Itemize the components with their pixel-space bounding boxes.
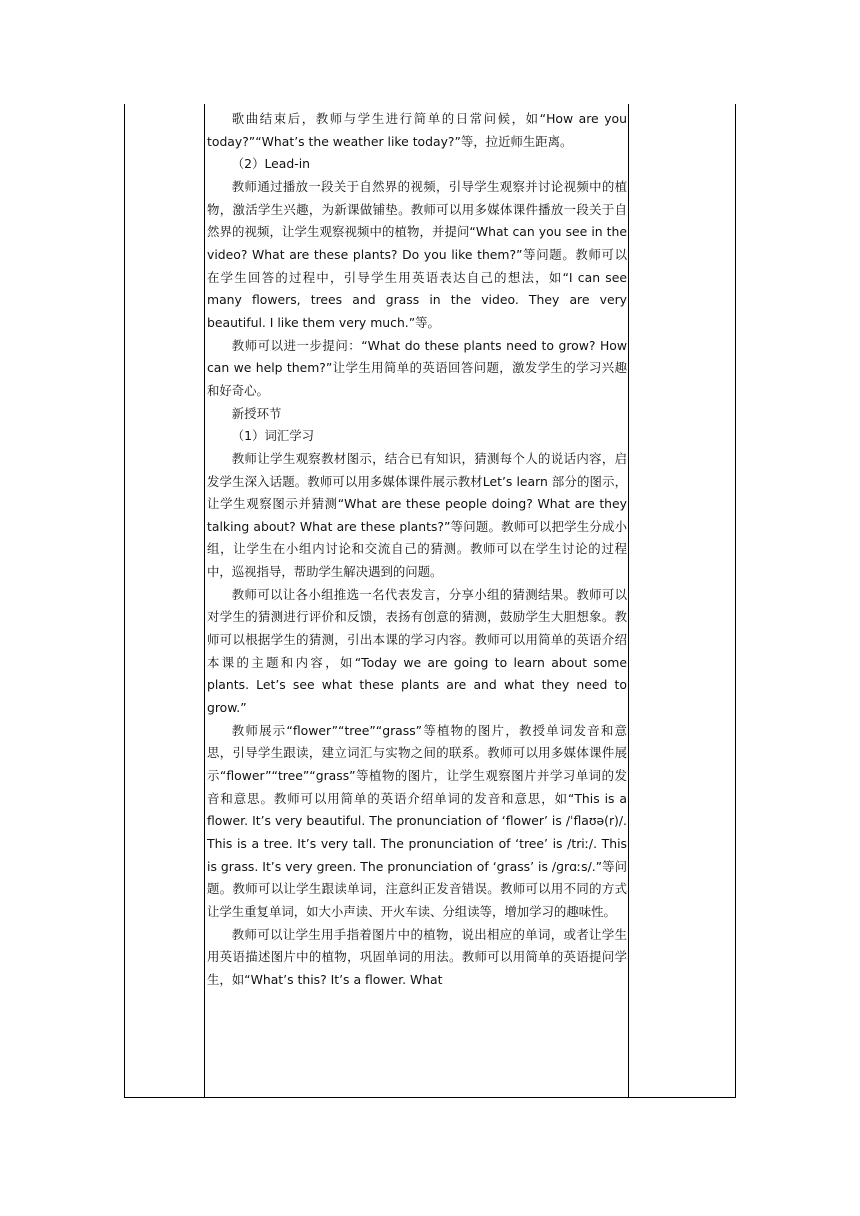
lesson-content-cell [207, 108, 627, 992]
paragraph-lead-in-heading: （2）Lead-in [231, 156, 310, 172]
table-column-divider-2 [628, 104, 629, 1098]
paragraph-vocabulary-share: 教师可以让各小组推选一名代表发言，分享小组的猜测结果。教师可以对学生的猜测进行评价和反馈，表扬有创意的猜测，鼓励学生大胆想象。教师可以根据学生的猜测，引出本课的学习内容。教师可以用简单的英语介绍本课的主题和内容，如“Today we are going to learn about some plants. Let’s see what these plants are and what they need to grow.” [207, 586, 627, 716]
paragraph-greeting: 歌曲结束后，教师与学生进行简单的日常问候，如“How are you today?”“What’s the weather like today?”等，拉近师生距离。 [207, 111, 627, 149]
paragraph-vocabulary-practice: 教师可以让学生用手指着图片中的植物，说出相应的单词，或者让学生用英语描述图片中的植物，巩固单词的用法。教师可以用简单的英语提问学生，如“What’s this? It’s a flower. What [207, 926, 627, 987]
table-border-right [735, 104, 736, 1098]
table-column-divider-1 [204, 104, 205, 1098]
table-border-left [124, 104, 125, 1098]
table-border-bottom [124, 1097, 736, 1098]
paragraph-vocabulary-words: 教师展示“flower”“tree”“grass”等植物的图片，教授单词发音和意思，引导学生跟读，建立词汇与实物之间的联系。教师可以用多媒体课件展示“flower”“tree”“grass”等植物的图片，让学生观察图片并学习单词的发音和意思。教师可以用简单的英语介绍单词的发音和意思，如“This is a flower. It’s very beautiful. The pronunciation of ‘flower’ is /ˈflaʊə(r)/. This is a tree. It’s very tall. The pronunciation of ‘tree’ is /triː/. This is grass. It’s very green. The pronunciation of ‘grass’ is /ɡrɑːs/.”等问题。教师可以让学生跟读单词，注意纠正发音错误。教师可以用不同的方式让学生重复单词，如大小声读、开火车读、分组读等，增加学习的趣味性。 [207, 722, 627, 919]
paragraph-new-lesson-heading: 新授环节 [231, 405, 282, 421]
paragraph-vocabulary-heading: （1）词汇学习 [231, 428, 315, 444]
paragraph-lead-in-question: 教师可以进一步提问：“What do these plants need to grow? How can we help them?”让学生用简单的英语回答问题，激发学生的学习兴趣和好奇心。 [207, 337, 627, 398]
paragraph-vocabulary-observe: 教师让学生观察教材图示，结合已有知识，猜测每个人的说话内容，启发学生深入话题。教师可以用多媒体课件展示教材Let’s learn 部分的图示，让学生观察图示并猜测“What are these people doing? What are they talking about? What are these plants?”等问题。教师可以把学生分成小组，让学生在小组内讨论和交流自己的猜测。教师可以在学生讨论的过程中，巡视指导，帮助学生解决遇到的问题。 [207, 450, 627, 580]
paragraph-lead-in-video: 教师通过播放一段关于自然界的视频，引导学生观察并讨论视频中的植物，激活学生兴趣，为新课做铺垫。教师可以用多媒体课件播放一段关于自然界的视频，让学生观察视频中的植物，并提问“What can you see in the video? What are these plants? Do you like them?”等问题。教师可以在学生回答的过程中，引导学生用英语表达自己的想法，如“I can see many flowers, trees and grass in the video. They are very beautiful. I like them very much.”等。 [207, 178, 627, 330]
